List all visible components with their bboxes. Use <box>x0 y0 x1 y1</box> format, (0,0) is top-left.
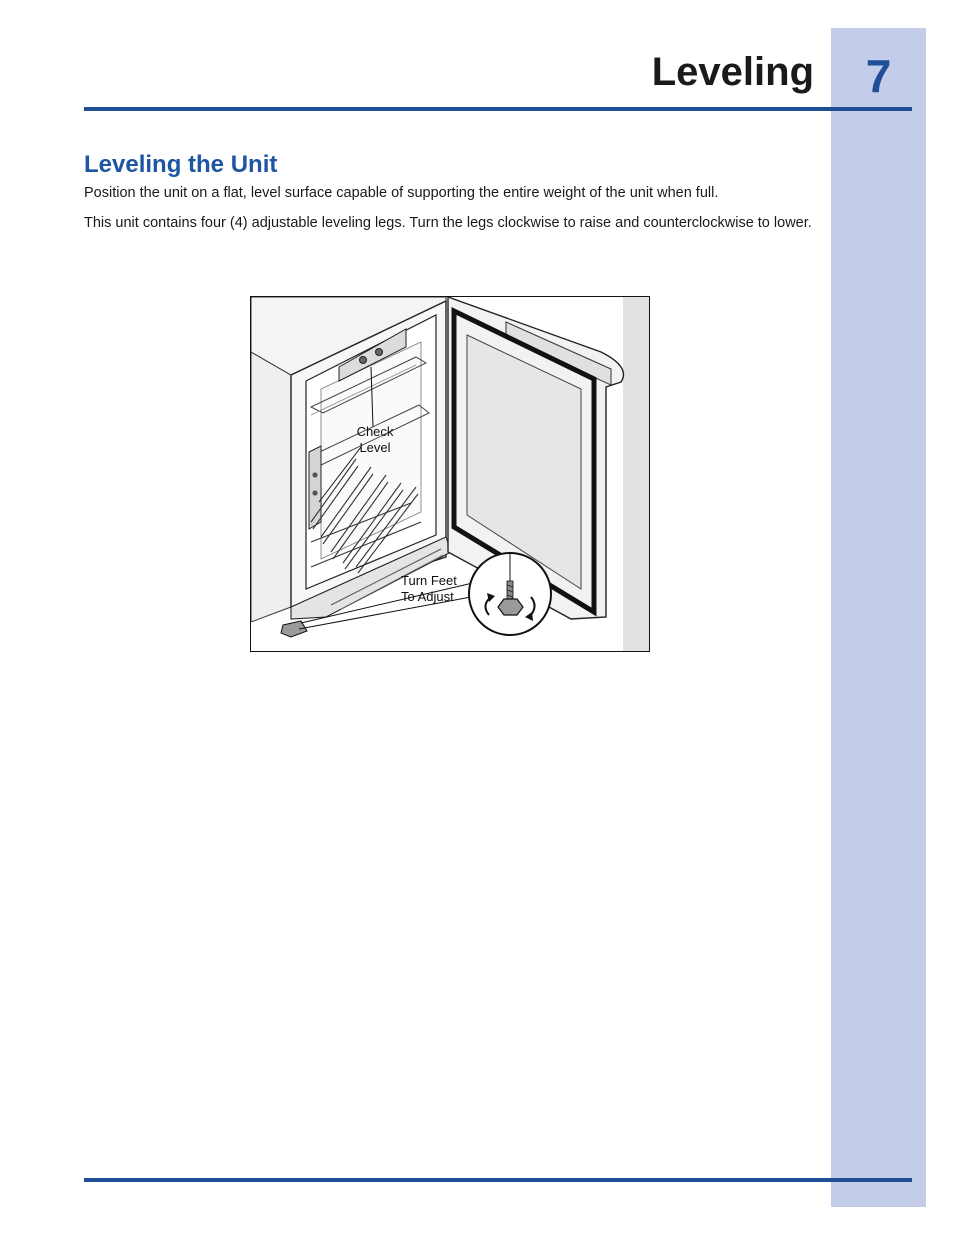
chapter-title: Leveling <box>651 50 814 94</box>
page-number: 7 <box>865 50 892 102</box>
section-heading: Leveling the Unit <box>84 151 278 178</box>
callout-turn-feet: Turn Feet To Adjust <box>401 573 457 604</box>
paragraph-legs: This unit contains four (4) adjustable leveling legs. Turn the legs clockwise to raise and counterclockwise to lower. <box>84 215 812 231</box>
paragraph-surface: Position the unit on a flat, level surface capable of supporting the entire weight of the unit when full. <box>84 185 719 201</box>
footer-rule <box>84 1178 912 1182</box>
leveling-figure <box>250 296 650 652</box>
side-tab <box>831 28 926 1207</box>
header-rule <box>84 107 912 111</box>
callout-check-level: Check Level <box>356 424 394 455</box>
